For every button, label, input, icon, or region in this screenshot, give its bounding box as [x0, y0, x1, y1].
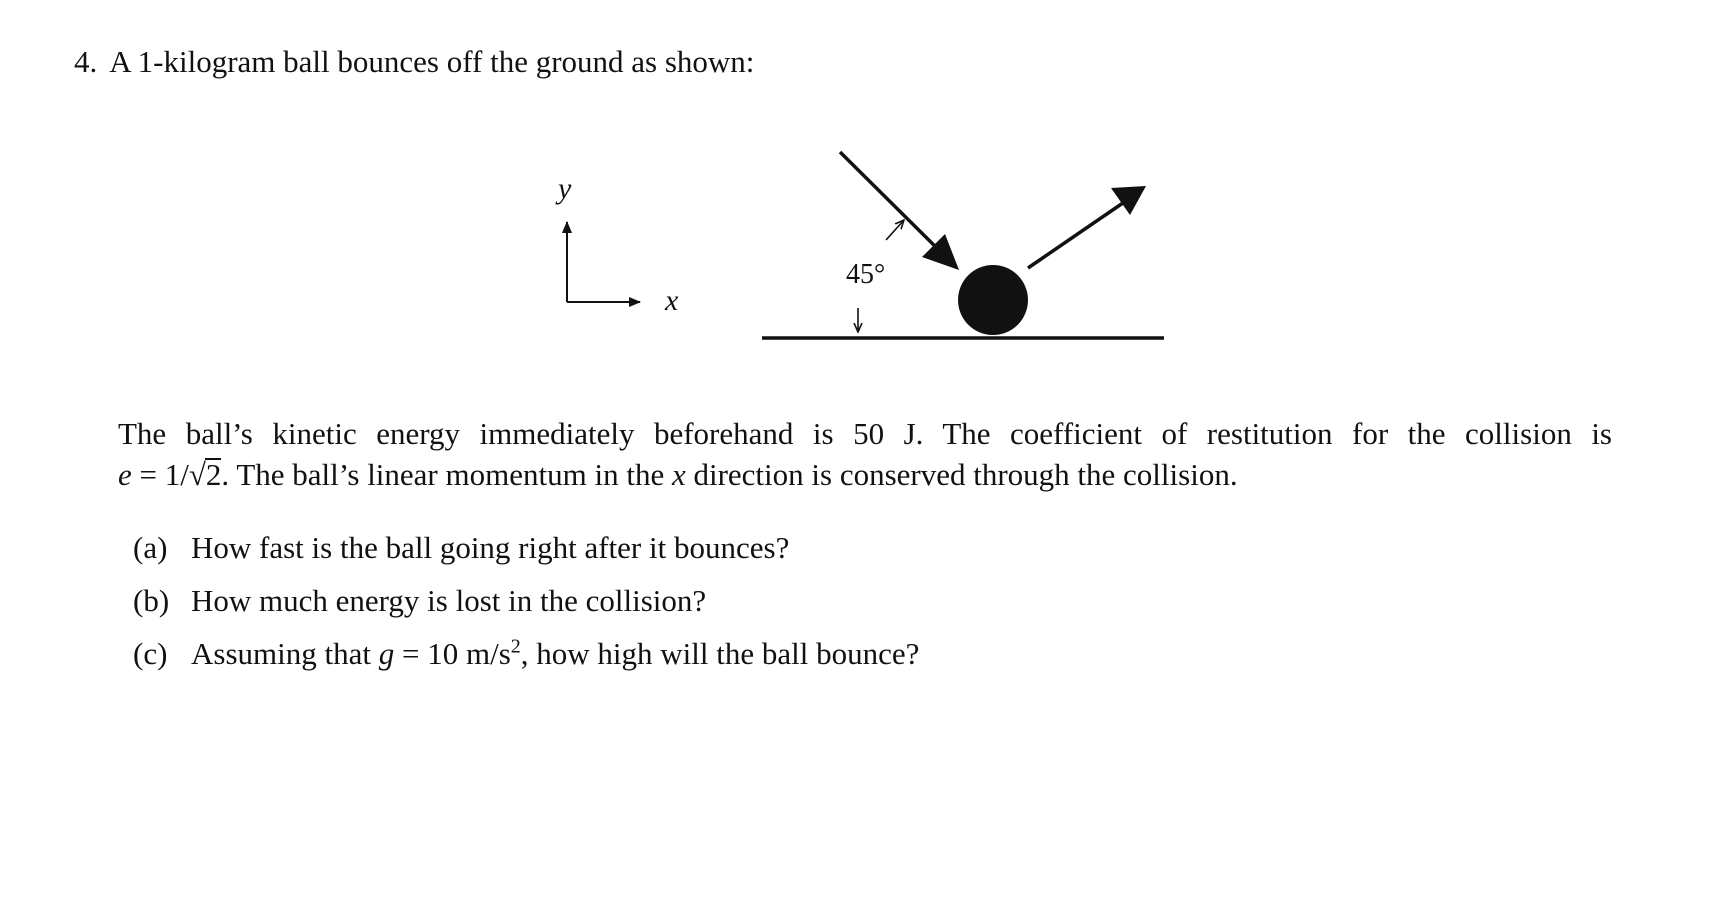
problem-intro: A 1-kilogram ball bounces off the ground as shown: — [109, 44, 755, 79]
question-label: (c) — [133, 636, 168, 671]
x-direction-symbol: x — [671, 457, 686, 492]
restitution-symbol: e — [118, 457, 132, 492]
description-line-2 — [118, 454, 1612, 495]
y-axis-label: y — [558, 172, 572, 205]
question-text: How much energy is lost in the collision? — [191, 583, 707, 618]
gravity-exponent: 2 — [510, 635, 521, 658]
question-text-after: , how high will the ball bounce? — [520, 636, 920, 671]
sqrt-symbol: √ — [188, 457, 206, 492]
outgoing-arrowhead — [1111, 186, 1146, 215]
question-text: How fast is the ball going right after it bounces? — [191, 530, 790, 565]
question-a — [133, 521, 919, 574]
question-c — [133, 627, 919, 680]
x-axis-label: x — [665, 284, 679, 317]
gravity-value: = 10 m/s — [394, 636, 511, 671]
coordinate-axes — [555, 172, 679, 317]
question-text-before: Assuming that — [191, 636, 379, 671]
sqrt-argument: 2 — [205, 457, 222, 492]
angle-label: 45° — [846, 259, 886, 290]
ball — [958, 265, 1028, 335]
gravity-symbol: g — [378, 636, 395, 671]
description-momentum-text: . The ball’s linear momentum in the — [221, 457, 672, 492]
description-line-1: The ball’s kinetic energy immediately beforehand is 50 J. The coefficient of restitution for the collision is — [118, 416, 1612, 451]
description-line-2-end: direction is conserved through the collision. — [685, 457, 1238, 492]
outgoing-velocity-arrow — [1028, 194, 1136, 268]
angle-tick-upper-arrow — [886, 220, 904, 240]
problem-number: 4. — [74, 44, 98, 79]
question-b — [133, 574, 919, 627]
restitution-prefix: = 1/ — [131, 457, 189, 492]
question-list — [133, 521, 919, 680]
question-label: (b) — [133, 583, 170, 618]
question-label: (a) — [133, 530, 168, 565]
problem-description — [118, 413, 1612, 495]
